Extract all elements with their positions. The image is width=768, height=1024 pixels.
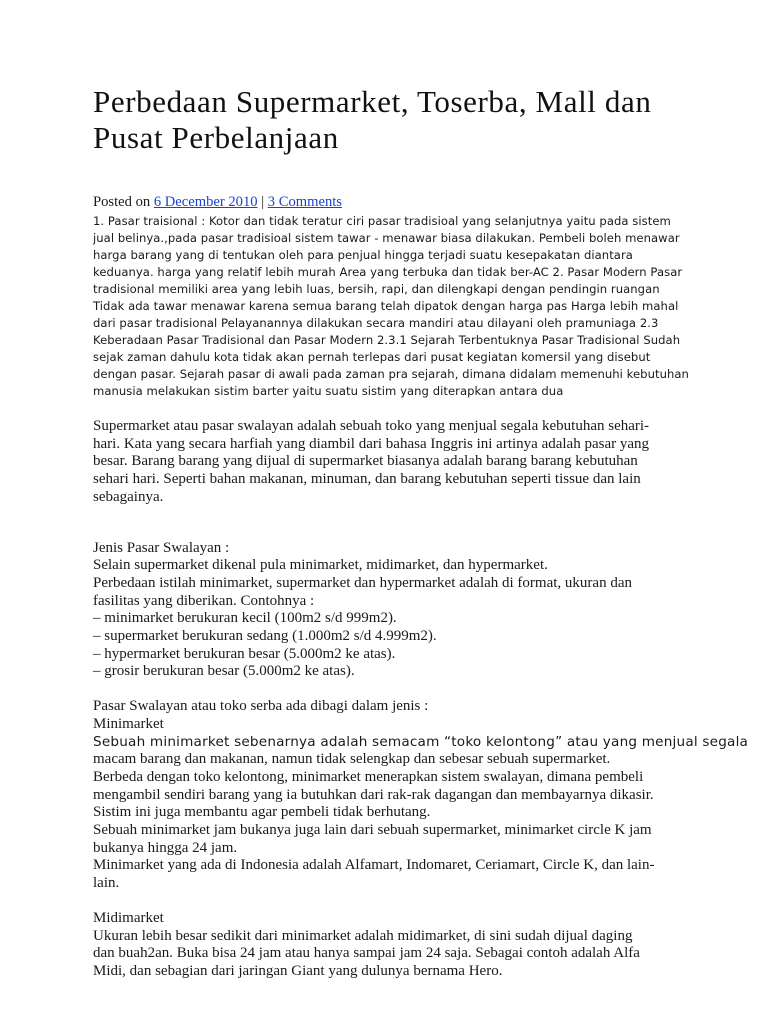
intro-line: sejak zaman dahulu kota tidak akan pernah terlepas dari pusat kegiatan komersil yang disebut: [93, 350, 651, 364]
body-line: sehari hari. Seperti bahan makanan, minuman, dan barang kebutuhan seperti tissue dan lain: [93, 471, 641, 488]
intro-line: Keberadaan Pasar Tradisional dan Pasar Modern 2.3.1 Sejarah Terbentuknya Pasar Tradisional Sudah: [93, 333, 681, 347]
body-line: Minimarket yang ada di Indonesia adalah Alfamart, Indomaret, Ceriamart, Circle K, dan lain-: [93, 857, 655, 874]
body-line: lain.: [93, 875, 120, 892]
intro-line: tradisional memiliki area yang lebih luas, bersih, rapi, dan dilengkapi dengan pendingin ruangan: [93, 282, 660, 296]
title-line: Perbedaan Supermarket, Toserba, Mall dan: [93, 84, 652, 119]
intro-line: keduanya. harga yang relatif lebih murah Area yang terbuka dan tidak ber-AC 2. Pasar Modern Pasar: [93, 265, 683, 279]
list-item: – minimarket berukuran kecil (100m2 s/d 999m2).: [93, 610, 397, 627]
section-heading: Minimarket: [93, 715, 164, 732]
posted-label: Posted on: [93, 194, 154, 210]
body-line: hari. Kata yang secara harfiah yang diambil dari bahasa Inggris ini artinya adalah pasar yang: [93, 435, 650, 452]
intro-paragraph: [93, 213, 689, 400]
posted-date-link[interactable]: 6 December 2010: [153, 194, 258, 210]
body-line: Selain supermarket dikenal pula minimarket, midimarket, dan hypermarket.: [93, 557, 548, 574]
list-item: – grosir berukuran besar (5.000m2 ke atas).: [93, 663, 355, 680]
body-line: Perbedaan istilah minimarket, supermarket dan hypermarket adalah di format, ukuran dan: [93, 574, 632, 591]
section-heading: Jenis Pasar Swalayan :: [93, 539, 230, 556]
body-line: dan buah2an. Buka bisa 24 jam atau hanya sampai jam 24 saja. Sebagai contoh adalah Alfa: [93, 945, 640, 962]
body-line: Midi, dan sebagian dari jaringan Giant yang dulunya bernama Hero.: [93, 962, 503, 979]
body-line: sebagainya.: [93, 488, 164, 505]
section-heading: Midimarket: [93, 909, 164, 926]
intro-line: Tidak ada tawar menawar karena semua barang telah dipatok dengan harga pas Harga lebih mahal: [93, 299, 679, 313]
article-title: [93, 84, 676, 156]
comments-link[interactable]: 3 Comments: [267, 194, 342, 210]
body-line: Supermarket atau pasar swalayan adalah sebuah toko yang menjual segala kebutuhan sehari-: [93, 418, 650, 434]
intro-line: jual belinya.,pada pasar tradisioal sistem tawar - menawar biasa dilakukan. Pembeli boleh menawar: [93, 231, 680, 245]
title-line: Pusat Perbelanjaan: [93, 120, 339, 155]
list-item: – supermarket berukuran sedang (1.000m2 s/d 4.999m2).: [93, 628, 437, 645]
midimarket-section: [93, 910, 676, 981]
body-line: Ukuran lebih besar sedikit dari minimarket adalah midimarket, di sini sudah dijual daging: [93, 927, 633, 944]
list-item: – hypermarket berukuran besar (5.000m2 ke atas).: [93, 645, 396, 662]
body-line: bukanya hingga 24 jam.: [93, 839, 238, 856]
intro-line: dengan pasar. Sejarah pasar di awali pada zaman pra sejarah, dimana didalam memenuhi kebutuhan: [93, 367, 689, 381]
body-line: Pasar Swalayan atau toko serba ada dibagi dalam jenis :: [93, 698, 429, 715]
body-line: Sebuah minimarket sebenarnya adalah semacam “toko kelontong” atau yang menjual segala: [93, 733, 749, 750]
minimarket-section: [93, 698, 749, 893]
intro-line: harga barang yang di tentukan oleh para penjual hingga terjadi suatu kesepakatan diantara: [93, 248, 633, 262]
intro-line: 1. Pasar traisional : Kotor dan tidak teratur ciri pasar tradisioal yang selanjutnya yaitu pada sistem: [93, 214, 671, 228]
body-line: mengambil sendiri barang yang ia butuhkan dari rak-rak dagangan dan membayarnya dikasir.: [93, 786, 654, 803]
meta-separator: |: [257, 194, 268, 210]
intro-line: dari pasar tradisional Pelayanannya dilakukan secara mandiri atau dilayani oleh pramuniaga 2.3: [93, 316, 659, 330]
intro-line: manusia melakukan sistim barter yaitu suatu sistim yang diterapkan antara dua: [93, 384, 564, 398]
body-line: Berbeda dengan toko kelontong, minimarket menerapkan sistem swalayan, dimana pembeli: [93, 768, 644, 785]
body-line: macam barang dan makanan, namun tidak selengkap dan sebesar sebuah supermarket.: [93, 751, 611, 768]
body-line: besar. Barang barang yang dijual di supermarket biasanya adalah barang barang kebutuhan: [93, 453, 638, 470]
supermarket-paragraph: [93, 418, 676, 507]
body-line: Sistim ini juga membantu agar pembeli tidak berhutang.: [93, 804, 431, 821]
body-line: Sebuah minimarket jam bukanya juga lain dari sebuah supermarket, minimarket circle K jam: [93, 822, 652, 839]
post-meta: [93, 194, 676, 211]
body-line: fasilitas yang diberikan. Contohnya :: [93, 592, 315, 609]
jenis-pasar-section: [93, 540, 676, 682]
